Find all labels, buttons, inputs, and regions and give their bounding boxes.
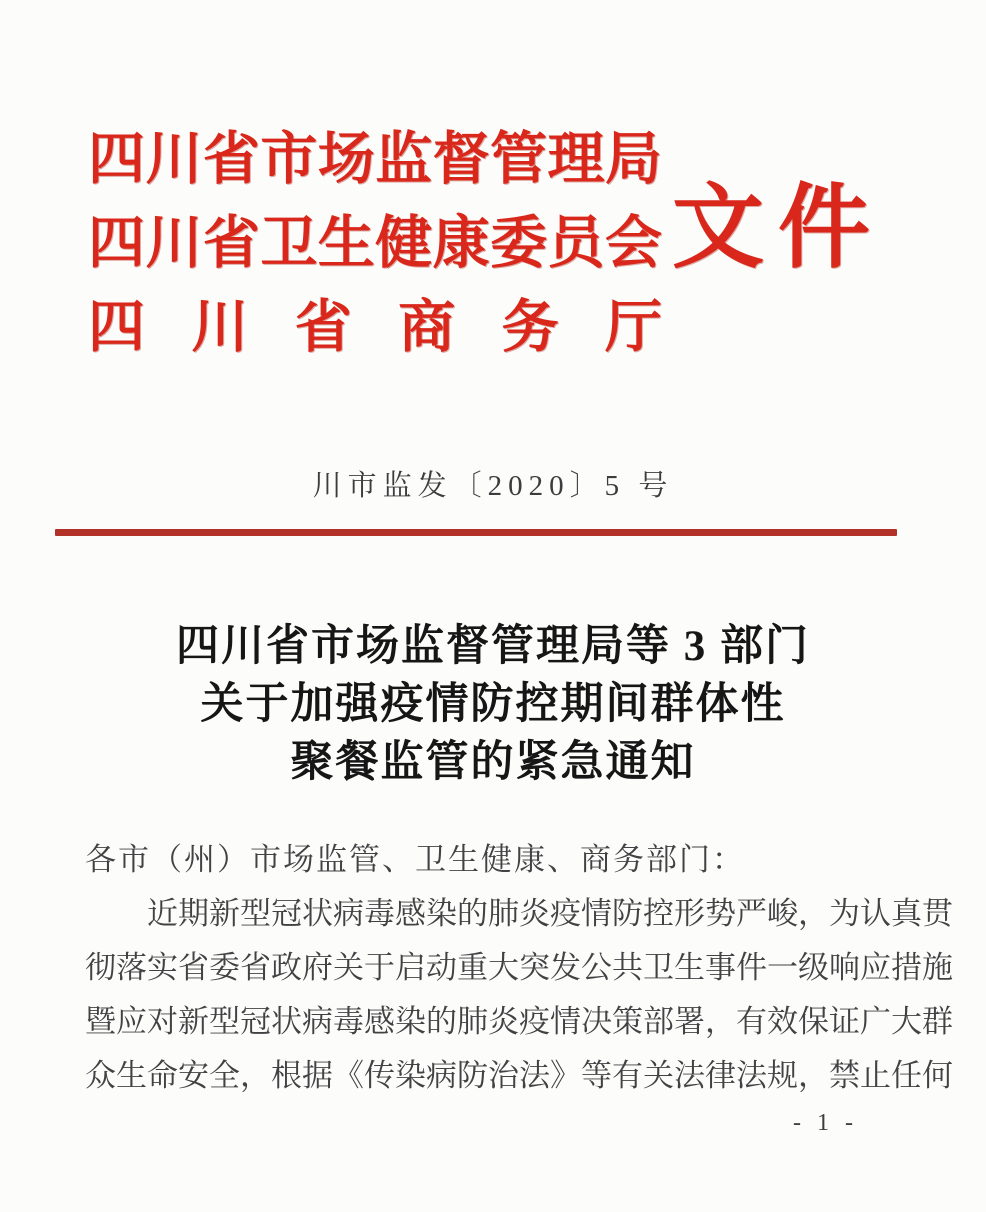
page-number: - 1 - bbox=[793, 1110, 858, 1136]
red-separator-rule bbox=[55, 529, 897, 536]
letterhead-org-block bbox=[88, 118, 662, 370]
salutation-line: 各市（州）市场监管、卫生健康、商务部门： bbox=[85, 842, 745, 877]
document-title-line-2: 关于加强疫情防控期间群体性 bbox=[200, 681, 786, 728]
body-line: 彻落实省委省政府关于启动重大突发公共卫生事件一级响应措施 bbox=[85, 950, 953, 985]
body-line: 众生命安全，根据《传染病防治法》等有关法律法规，禁止任何 bbox=[85, 1058, 953, 1093]
document-title bbox=[0, 618, 986, 792]
org-name-line-3: 四川省商务厅 bbox=[88, 296, 662, 359]
document-title-line-1: 四川省市场监督管理局等 3 部门 bbox=[176, 623, 810, 670]
doc-number: 川市监发〔2020〕5 号 bbox=[312, 470, 674, 502]
doc-type-label: 文件 bbox=[672, 177, 885, 279]
document-body bbox=[85, 832, 953, 1103]
org-name-line-1: 四川省市场监督管理局 bbox=[88, 128, 662, 191]
body-line: 近期新型冠状病毒感染的肺炎疫情防控形势严峻，为认真贯 bbox=[147, 896, 953, 931]
org-name-line-2: 四川省卫生健康委员会 bbox=[88, 212, 662, 275]
document-title-line-3: 聚餐监管的紧急通知 bbox=[290, 739, 696, 786]
body-line: 暨应对新型冠状病毒感染的肺炎疫情决策部署，有效保证广大群 bbox=[85, 1004, 953, 1039]
